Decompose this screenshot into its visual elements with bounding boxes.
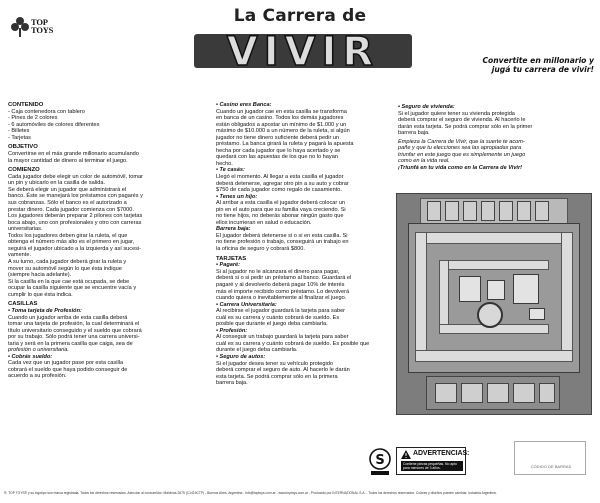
footer-legal-text: ®, TOP TOYS® y su logotipo son marca registrada. Todos los derechos reservados. Atención al consumidor: Malvinas 2675 (C1419CTP) - Buenos Aires, Argentina - info@toptoys.com.ar - www.toptoys.com.ar - Producido por INTERNATIONAL S.A. - Todos los derechos reservados. Colores y diseños pueden cambiar. Industria Argentina.: [4, 491, 497, 495]
board-path: [415, 232, 427, 362]
brand-line-2: TOYS: [31, 25, 54, 35]
objetivo-line: Convertirse en el más grande millonario acumulando: [8, 151, 139, 158]
contenido-item: - 6 automóviles de colores diferentes: [8, 121, 100, 128]
tenes-hijo-heading: • Tenes un hijo:: [216, 193, 258, 200]
tagline-line-1: Convertite en millonario y: [482, 56, 594, 65]
closing-line: como en la vida real.: [398, 158, 450, 165]
profesion-heading: • Profesión:: [216, 327, 248, 334]
comienzo-line: Los jugadores deberán preparar 2 pilones con tarjetas: [8, 213, 143, 220]
contenido-item: - Tarjetas: [8, 134, 31, 141]
casino-heading: • Casino eres Banca:: [216, 102, 272, 108]
comienzo-line: A su turno, cada jugador deberá girar la ruleta y: [8, 258, 127, 265]
board-building: [529, 308, 545, 320]
tarjetas-heading: TARJETAS: [216, 255, 247, 262]
te-casas-line: deberá detenerse, agregar otro pin a su auto y cobrar: [216, 180, 349, 187]
profesion-line: Al conseguir un trabajo guardará la tarjeta para saber: [216, 334, 349, 341]
card-slot: [517, 201, 531, 221]
vivir-title: [188, 24, 418, 74]
column-1: [8, 102, 206, 380]
certification-s-mark: [368, 448, 392, 476]
comienzo-line: un pin y ubicarlo en la casilla de salida.: [8, 180, 106, 187]
vivir-title-text: VIVIR: [226, 29, 380, 74]
board-building: [459, 276, 481, 302]
comienzo-line: boca abajo, uno con profesionales y otro con carreras: [8, 219, 142, 226]
barrera-baja-heading: Barrera baja:: [216, 226, 251, 233]
toma-tarjeta-heading: • Toma tarjeta de Profesión:: [8, 307, 82, 314]
cobras-sueldo-line: Cada vez que un jugador pase por esta casilla: [8, 360, 124, 367]
casino-line: hecha por cada jugador que lo haya acertado y se: [216, 147, 341, 154]
comienzo-line: (siempre hacia adelante).: [8, 272, 72, 279]
barrera-baja-line: El jugador deberá detenerse si o si en esta casilla. Si: [216, 232, 348, 239]
carrera-universitaria-line: posible que durante el juego deba cambiarla.: [216, 321, 328, 328]
te-casas-heading: • Te casás:: [216, 167, 245, 174]
money-slot: [487, 383, 509, 403]
comienzo-line: seguirá el jugador ubicado a la izquierda y así sucesi-: [8, 245, 142, 252]
seguro-autos-line: deberá comprar el seguro de auto. Al hacerlo le darán: [216, 367, 350, 374]
te-casas-line: $750 de cada jugador como regalo de casamiento.: [216, 187, 342, 194]
board-path: [415, 232, 573, 244]
cobras-sueldo-line: acuerdo a su profesión.: [8, 373, 67, 380]
toma-tarjeta-line: título universitario conseguido y el sueldo que cobrará: [8, 327, 142, 334]
tagline: [436, 56, 594, 74]
comienzo-line: vamente.: [8, 252, 32, 259]
pagare-line: más el importe recibido como préstamo. Lo devolverá: [216, 288, 350, 295]
comienzo-line: cumplir lo que ésta indica.: [8, 291, 73, 298]
card-slot: [499, 201, 513, 221]
pagare-heading: • Pagaré:: [216, 262, 241, 269]
svg-text:S: S: [375, 453, 385, 468]
comienzo-line: Si la casilla en la que cae está ocupada, se debe: [8, 278, 130, 285]
comienzo-line: mover su automóvil según lo que ésta indique: [8, 265, 122, 272]
warning-triangle-icon: [401, 450, 411, 459]
card-slot: [427, 201, 441, 221]
tenes-hijo-line: ellos incurrieran en salud o educación.: [216, 219, 312, 226]
money-slot: [435, 383, 457, 403]
comienzo-line: Todos los jugadores deben girar la ruleta, el que: [8, 232, 128, 239]
card-slot: [535, 201, 549, 221]
closing-line: triunfar en este juego que es simplemente un juego: [398, 151, 526, 158]
barrera-baja-line: no tiene profesión o trabajo, conseguirá un trabajo en: [216, 239, 349, 246]
comienzo-line: prestar dinero. Cada jugador comienza con $7000.: [8, 206, 134, 213]
title-top: La Carrera de: [233, 6, 367, 26]
casino-line: quedará con las apuestas de los que no lo hayan: [216, 154, 338, 161]
casino-line: están obligados a apostar un mínimo de $1.000 y un: [216, 121, 347, 128]
objetivo-line: la mayor cantidad de dinero al terminar el juego.: [8, 157, 128, 164]
pagare-line: pagaré y al devolverlo deberá pagar 10% de interés: [216, 281, 345, 288]
board-surface: [408, 223, 580, 373]
tenes-hijo-line: pin en el auto para que su familia vaya creciendo. Si: [216, 206, 346, 213]
comienzo-heading: COMIENZO: [8, 167, 40, 174]
cobras-sueldo-line: cobrará el sueldo que haya podido conseguir de: [8, 366, 128, 373]
money-slot: [461, 383, 483, 403]
contenido-item: - Caja contenedora con tablero: [8, 108, 85, 115]
closing-line: Empieza la Carrera de Vivir, que la suerte te acom-: [398, 138, 525, 145]
casino-line: préstamo. La banca girará la ruleta y pagará la apuesta: [216, 141, 354, 148]
board-path: [439, 260, 549, 270]
profesion-line: durante el juego deba cambiarla.: [216, 347, 298, 354]
brand-line-1: TOP: [31, 17, 48, 27]
barcode-box: [514, 441, 586, 475]
board-path: [439, 260, 449, 334]
casino-line: hecho.: [216, 160, 233, 167]
column-2: [216, 102, 391, 387]
carrera-universitaria-line: Al recibirse el jugador guardará la tarjeta para saber: [216, 308, 346, 315]
tagline-line-2: jugá tu carrera de vivir!: [491, 65, 594, 74]
card-slot: [481, 201, 495, 221]
board-path: [561, 232, 573, 362]
comienzo-line: sus cobranzas. Sólo el banco es el autorizado a: [8, 200, 127, 207]
warning-box: [396, 447, 470, 475]
contenido-list: [8, 109, 206, 142]
objetivo-heading: OBJETIVO: [8, 144, 38, 151]
casillas-heading: CASILLAS: [8, 301, 38, 308]
comienzo-line: ocupar la casilla siguiente que se encuentre vacía y: [8, 285, 137, 292]
toma-tarjeta-line: tomar una tarjeta de profesión, la cual determinará el: [8, 321, 140, 328]
contenido-heading: CONTENIDO: [8, 102, 44, 108]
closing-line: pañe y que tu elecciones sea las apropiadas para: [398, 145, 522, 152]
board-top-tray: [420, 198, 568, 224]
tenes-hijo-line: no tiene hijos, no deberás abonar ningún gasto que: [216, 213, 344, 220]
game-board-photo: [396, 193, 592, 415]
money-slot: [539, 383, 555, 403]
te-casas-line: Llegó el momento. Al llegar a esta casilla el jugador: [216, 174, 344, 181]
seguro-vivienda-line: deberá comprar el seguro de vivienda. Al hacerlo le: [398, 117, 526, 124]
toma-tarjeta-line: por su trabajo. Sólo podrá tener una carrera universi-: [8, 334, 140, 341]
money-slot: [513, 383, 535, 403]
comienzo-line: Cada jugador debe elegir un color de automóvil, tomar: [8, 173, 143, 180]
barcode-label: CÓDIGO DE BARRAS: [530, 464, 572, 469]
comienzo-line: Se deberá elegir un jugador que administrará el: [8, 186, 127, 193]
spinner-wheel: [477, 302, 503, 328]
contenido-item: - Billetes: [8, 128, 30, 135]
seguro-vivienda-heading: • Seguro de vivienda:: [398, 104, 455, 110]
card-slot: [445, 201, 459, 221]
cobras-sueldo-heading: • Cobrás sueldo:: [8, 353, 53, 360]
seguro-autos-line: esta tarjeta. Se podrá comprar sólo en la primera: [216, 373, 338, 380]
tenes-hijo-line: Al arribar a esta casilla el jugador deberá colocar un: [216, 200, 346, 207]
casino-line: Cuando un jugador cae en esta casilla se transforma: [216, 108, 347, 115]
board-building: [487, 280, 505, 300]
pagare-line: Si al jugador no le alcanzara el dinero para pagar,: [216, 268, 340, 275]
toma-tarjeta-line: Cuando un jugador arriba de esta casilla deberá: [8, 314, 128, 321]
seguro-autos-line: Si el jugador desea tener su vehículo protegido: [216, 360, 333, 367]
comienzo-line: banco. Éste se manejará los préstamos con pagarés y: [8, 193, 143, 200]
card-slot: [463, 201, 477, 221]
casino-line: jugador no tiene dinero suficiente deberá pedir un: [216, 134, 340, 141]
pagare-line: cuando quiera o inevitablemente al finalizar el juego.: [216, 295, 347, 302]
warning-text: Contiene piezas pequeñas. No apto para menores de 3 años.: [401, 461, 463, 471]
seguro-vivienda-line: barrera baja.: [398, 130, 430, 137]
carrera-universitaria-line: cuál es su carrera y cuánto cobrará de sueldo. Es: [216, 314, 340, 321]
casino-line: en banca de un casino. Todos los demás jugadores: [216, 115, 344, 122]
board-path: [415, 350, 573, 362]
carrera-universitaria-heading: • Carrera Universitaria:: [216, 301, 277, 308]
seguro-autos-line: barrera baja.: [216, 380, 248, 387]
profesion-line: cuál es su carrera y cuánto cobrará de sueldo. Es posible que: [216, 340, 370, 347]
contenido-item: - Pines de 2 colores: [8, 115, 58, 122]
comienzo-line: obtenga el número más alto es el primero en jugar,: [8, 239, 135, 246]
warning-title: ADVERTENCIAS:: [413, 450, 470, 457]
closing-slogan: ¡Triunfá en tu vida como en la Carrera de Vivir!: [398, 164, 523, 171]
comienzo-line: universitarias.: [8, 226, 43, 233]
board-building: [513, 274, 539, 304]
seguro-vivienda-line: Si el jugador quiere tener su vivienda protegida: [398, 110, 515, 117]
seguro-vivienda-line: darán esta tarjeta. Se podrá comprar sólo en la primer: [398, 123, 533, 130]
pagare-line: deberá si o si pedir un préstamo al banco. Guardará el: [216, 275, 352, 282]
barrera-baja-line: la oficina de seguro y cobrará $800.: [216, 246, 305, 253]
toma-tarjeta-line: taria y será en la primera casilla que caiga, sea de: [8, 340, 133, 347]
toma-tarjeta-line: profesión o universitaria.: [8, 347, 69, 354]
seguro-autos-heading: • Seguro de autos:: [216, 353, 266, 360]
casino-line: máximo de $10.000 a un número de la ruleta, si algún: [216, 128, 350, 135]
column-3: [398, 104, 594, 171]
board-bottom-tray: [426, 376, 560, 410]
